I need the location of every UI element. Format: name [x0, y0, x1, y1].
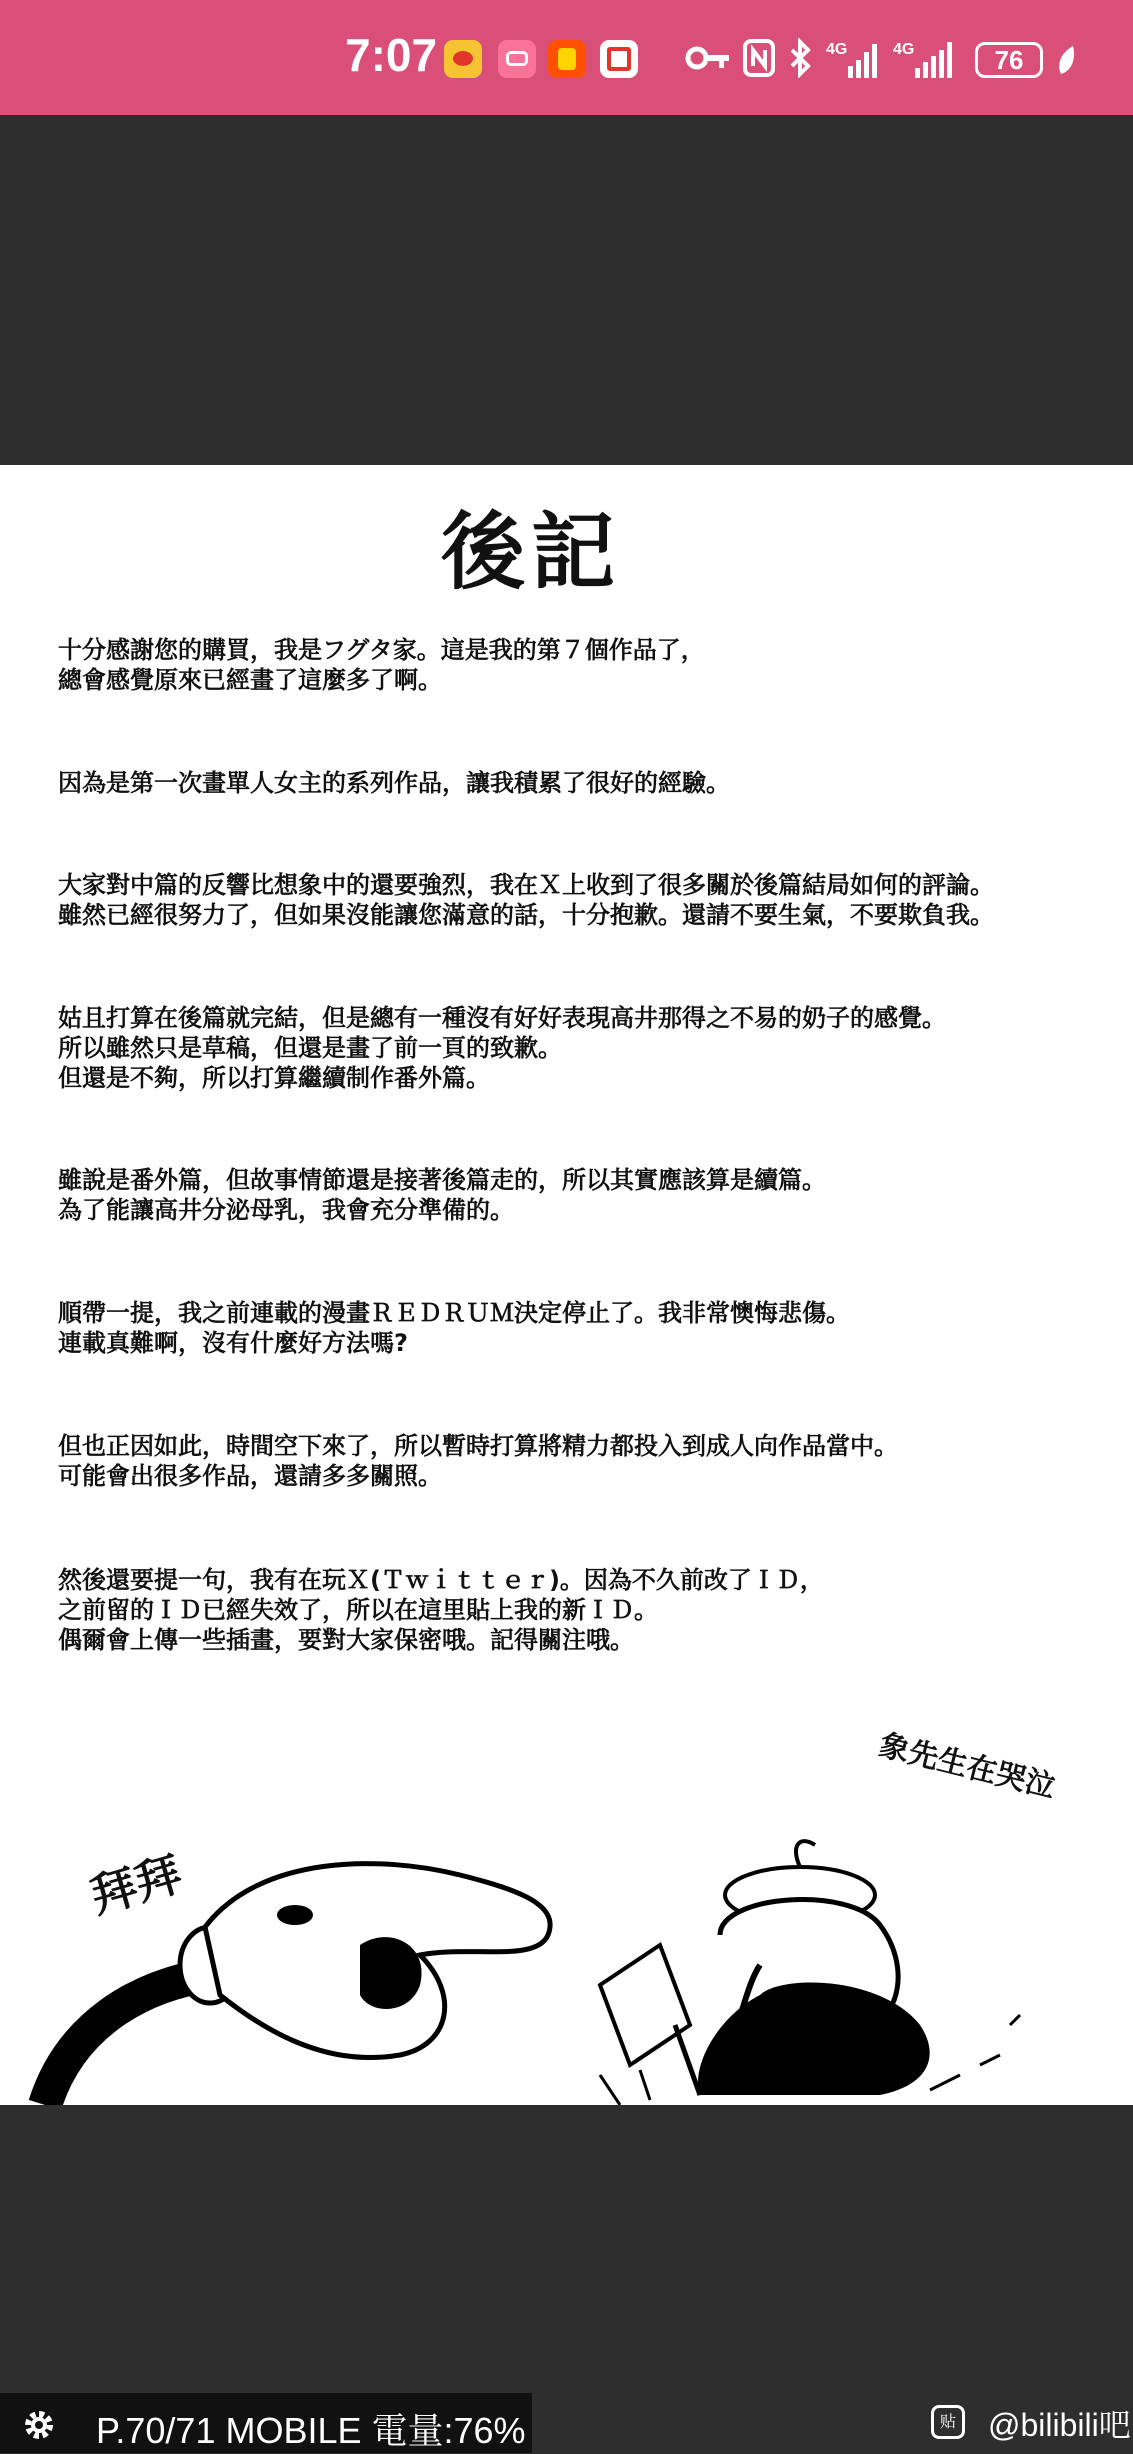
- key-icon: [685, 38, 731, 78]
- tieba-icon: 贴: [931, 2405, 965, 2439]
- taobao-icon: [548, 40, 586, 78]
- bluetooth-icon: [786, 38, 814, 78]
- gear-icon[interactable]: [20, 2406, 58, 2448]
- paragraph: 大家對中篇的反響比想象中的還要強烈，我在Ｘ上收到了很多關於後篇結局如何的評論。 雖然已經很努力了，但如果沒能讓您滿意的話，十分抱歉。還請不要生氣，不要欺負我。: [58, 871, 994, 929]
- paragraph: 但也正因如此，時間空下來了，所以暫時打算將精力都投入到成人向作品當中。 可能會出很多作品，還請多多關照。: [58, 1432, 898, 1490]
- manga-page[interactable]: [0, 465, 1133, 2105]
- signal-4g-icon: [826, 38, 882, 80]
- paragraph: 然後還要提一句，我有在玩Ｘ(Ｔｗｉｔｔｅｒ)。因為不久前改了ＩＤ， 之前留的ＩＤ已經失效了，所以在這里貼上我的新ＩＤ。 偶爾會上傳一些插畫，要對大家保密哦。記得關注哦。: [58, 1566, 824, 1654]
- leaf-icon: [1055, 44, 1079, 82]
- status-bar: [0, 0, 1133, 115]
- arm-shape: [45, 1975, 210, 2105]
- battery-indicator: 76: [975, 42, 1043, 78]
- news-icon: [600, 40, 638, 78]
- page-title: 後記: [440, 503, 621, 601]
- weibo-icon: [444, 40, 482, 78]
- paragraph: 姑且打算在後篇就完結，但是總有一種沒有好好表現高井那得之不易的奶子的感覺。 所以雖然只是草稿，但還是畫了前一頁的致歉。 但還是不夠，所以打算繼續制作番外篇。: [58, 1004, 946, 1092]
- signal-label: 4G: [893, 41, 915, 58]
- reader-status-text: P.70/71 MOBILE 電量:76%: [96, 2410, 526, 2451]
- bilibili-icon: [498, 40, 536, 78]
- cry-text: 象先生在哭泣: [875, 1727, 1059, 1806]
- paragraph: 順帶一提，我之前連載的漫畫ＲＥＤＲＵＭ決定停止了。我非常懊悔悲傷。 連載真難啊，沒有什麼好方法嗎?: [58, 1299, 850, 1357]
- paragraph: 雖說是番外篇，但故事情節還是接著後篇走的，所以其實應該算是續篇。 為了能讓高井分泌母乳，我會充分準備的。: [58, 1166, 826, 1224]
- bye-text: 拜拜: [84, 1846, 188, 1924]
- signal-label: 4G: [826, 41, 848, 58]
- reader-status-bar: [0, 2393, 532, 2453]
- clock: 7:07: [345, 29, 438, 81]
- paragraph: 十分感謝您的購買，我是フグタ家。這是我的第７個作品了， 總會感覺原來已經畫了這麼多了啊。: [58, 636, 705, 694]
- signal-4g-icon: [893, 38, 959, 80]
- sign-board: [600, 1945, 690, 2065]
- watermark-text: @bilibili吧: [988, 2407, 1131, 2443]
- nfc-icon: [742, 38, 776, 78]
- finger-mark: [277, 1905, 313, 1925]
- paragraph: 因為是第一次畫單人女主的系列作品，讓我積累了很好的經驗。: [58, 769, 730, 797]
